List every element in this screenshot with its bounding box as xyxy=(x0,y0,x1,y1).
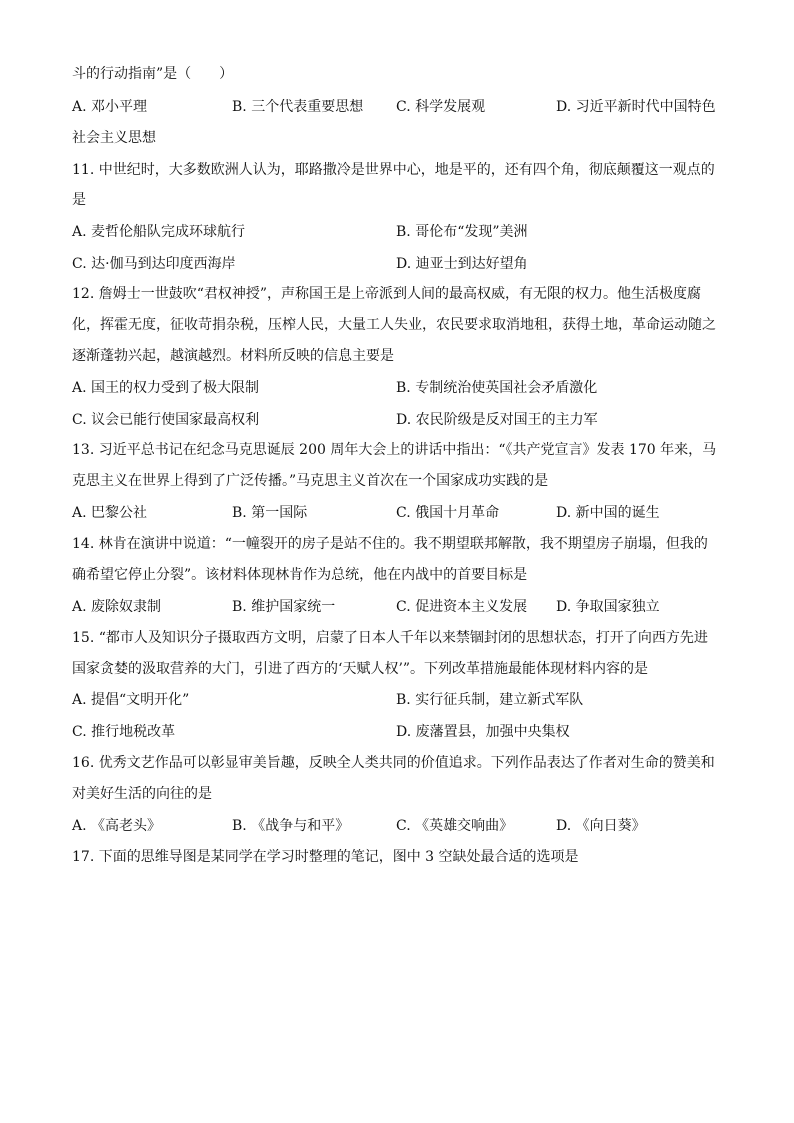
q12-option-c: C. 议会已能行使国家最高权利 xyxy=(72,412,260,428)
q14-option-b: B. 维护国家统一 xyxy=(232,599,336,615)
q14-stem-line-2: 确希望它停止分裂”。该材料体现林肯作为总统，他在内战中的首要目标是 xyxy=(72,567,528,583)
q10-option-d-continued: 社会主义思想 xyxy=(72,130,156,146)
q10-option-d: D. 习近平新时代中国特色 xyxy=(556,99,716,115)
q11-stem-line-1: 11. 中世纪时，大多数欧洲人认为，耶路撒冷是世界中心，地是平的，还有四个角，彻底颠覆这一观点的 xyxy=(72,162,715,178)
q16-option-b: B. 《战争与和平》 xyxy=(232,818,350,834)
q11-option-d: D. 迪亚士到达好望角 xyxy=(396,256,528,272)
q11-stem-line-2: 是 xyxy=(72,192,86,208)
q13-option-b: B. 第一国际 xyxy=(232,505,308,521)
q11-option-c: C. 达·伽马到达印度西海岸 xyxy=(72,256,236,272)
q14-option-a: A. 废除奴隶制 xyxy=(72,599,162,615)
q13-stem-line-1: 13. 习近平总书记在纪念马克思诞辰 200 周年大会上的讲话中指出：“《共产党宣言》发表 170 年来，马 xyxy=(72,442,717,458)
q17-stem-line-1: 17. 下面的思维导图是某同学在学习时整理的笔记，图中 3 空缺处最合适的选项是 xyxy=(72,849,579,865)
q12-option-b: B. 专制统治使英国社会矛盾激化 xyxy=(396,380,598,396)
q12-option-d: D. 农民阶级是反对国王的主力军 xyxy=(396,412,598,428)
q16-option-d: D. 《向日葵》 xyxy=(556,818,646,834)
q15-option-c: C. 推行地税改革 xyxy=(72,724,176,740)
q16-stem-line-1: 16. 优秀文艺作品可以彰显审美旨趣，反映全人类共同的价值追求。下列作品表达了作者对生命的赞美和 xyxy=(72,755,715,771)
q13-option-d: D. 新中国的诞生 xyxy=(556,505,660,521)
q12-stem-line-2: 化，挥霍无度，征收苛捐杂税，压榨人民，大量工人失业，农民要求取消地租，获得土地，革命运动随之 xyxy=(72,317,716,333)
q14-stem-line-1: 14. 林肯在演讲中说道：“一幢裂开的房子是站不住的。我不期望联邦解散，我不期望房子崩塌，但我的 xyxy=(72,536,708,552)
q10-option-b: B. 三个代表重要思想 xyxy=(232,99,364,115)
q15-stem-line-2: 国家贪婪的汲取营养的大门，引进了西方的‘天赋人权’”。下列改革措施最能体现材料内容的是 xyxy=(72,661,649,677)
q10-stem-tail: 斗的行动指南”是（ ） xyxy=(72,66,234,82)
q12-option-a: A. 国王的权力受到了极大限制 xyxy=(72,380,260,396)
q16-option-a: A. 《高老头》 xyxy=(72,818,162,834)
q15-option-d: D. 废藩置县，加强中央集权 xyxy=(396,724,570,740)
q13-option-a: A. 巴黎公社 xyxy=(72,505,148,521)
q11-option-a: A. 麦哲伦船队完成环球航行 xyxy=(72,224,246,240)
q14-option-c: C. 促进资本主义发展 xyxy=(396,599,528,615)
q15-option-b: B. 实行征兵制，建立新式军队 xyxy=(396,692,584,708)
q16-option-c: C. 《英雄交响曲》 xyxy=(396,818,514,834)
q10-option-a: A. 邓小平理 xyxy=(72,99,148,115)
q16-stem-line-2: 对美好生活的向往的是 xyxy=(72,786,212,802)
q14-option-d: D. 争取国家独立 xyxy=(556,599,660,615)
q15-option-a: A. 提倡“文明开化” xyxy=(72,692,190,708)
q11-option-b: B. 哥伦布“发现”美洲 xyxy=(396,224,528,240)
q13-stem-line-2: 克思主义在世界上得到了广泛传播。”马克思主义首次在一个国家成功实践的是 xyxy=(72,473,549,489)
q12-stem-line-3: 逐渐蓬勃兴起，越演越烈。材料所反映的信息主要是 xyxy=(72,348,394,364)
q15-stem-line-1: 15. “都市人及知识分子摄取西方文明，启蒙了日本人千年以来禁锢封闭的思想状态，打开了向西方先进 xyxy=(72,630,708,646)
q12-stem-line-1: 12. 詹姆士一世鼓吹“君权神授”，声称国王是上帝派到人间的最高权威，有无限的权力。他生活极度腐 xyxy=(72,286,702,302)
q13-option-c: C. 俄国十月革命 xyxy=(396,505,500,521)
q10-option-c: C. 科学发展观 xyxy=(396,99,486,115)
